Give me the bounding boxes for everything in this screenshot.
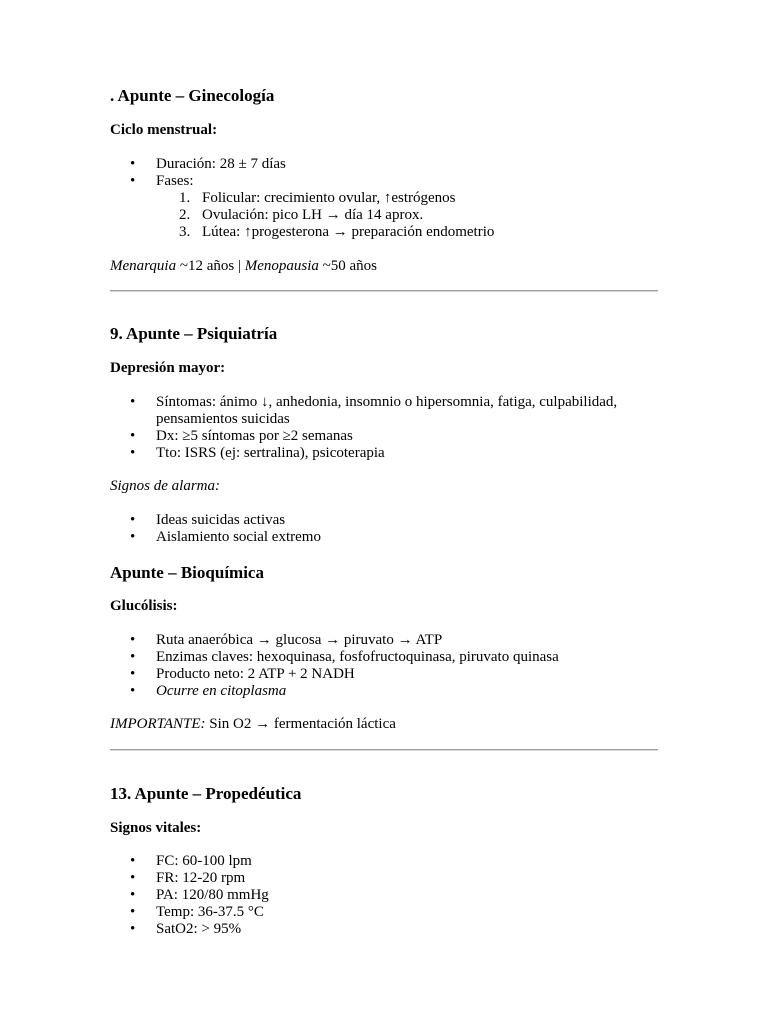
important-label: IMPORTANTE: (110, 716, 206, 732)
list-signos-alarma (110, 512, 658, 546)
list-item: • Ruta anaeróbica → glucosa → piruvato → ATP (110, 632, 658, 649)
list-item: • Enzimas claves: hexoquinasa, fosfofructoquinasa, piruvato quinasa (110, 649, 658, 666)
subtitle-depresion-mayor: Depresión mayor: (110, 360, 226, 376)
list-item: • SatO2: > 95% (110, 921, 658, 938)
phase-item: 1. Folicular: crecimiento ovular, ↑estrógenos (179, 190, 456, 206)
list-depresion (110, 394, 658, 462)
note-text: ~50 años (318, 258, 378, 274)
alarm-label-text: Signos de alarma: (110, 478, 220, 494)
list-item-label: Fases: (156, 173, 194, 189)
subtitle-glucolisis: Glucólisis: (110, 598, 178, 614)
list-item: • Aislamiento social extremo (110, 529, 658, 546)
important-text: Sin O2 → fermentación láctica (205, 716, 396, 732)
phase-item: 2. Ovulación: pico LH → día 14 aprox. (179, 207, 424, 223)
subtitle-ciclo-menstrual: Ciclo menstrual: (110, 122, 218, 138)
list-ciclo-menstrual (110, 156, 658, 241)
list-item: • Tto: ISRS (ej: sertralina), psicoterapia (110, 445, 658, 462)
subtitle-signos-vitales: Signos vitales: (110, 820, 202, 836)
alarm-label (110, 478, 220, 495)
list-item: • Duración: 28 ± 7 días (110, 156, 658, 173)
phase-text: Ovulación: pico LH → día 14 aprox. (202, 207, 424, 223)
list-phases (156, 190, 704, 241)
list-signos-vitales (110, 853, 658, 938)
section-title-propedeutica: 13. Apunte – Propedéutica (110, 784, 302, 803)
horizontal-rule (110, 290, 658, 292)
list-item (110, 683, 658, 700)
note-menarquia-menopausia (110, 258, 377, 275)
list-item: • FC: 60-100 lpm (110, 853, 658, 870)
list-item: • Dx: ≥5 síntomas por ≥2 semanas (110, 428, 658, 445)
list-item-italic: Ocurre en citoplasma (156, 683, 287, 699)
phase-text: Lútea: ↑progesterona → preparación endometrio (202, 224, 495, 240)
list-item: • Temp: 36-37.5 °C (110, 904, 658, 921)
important-note (110, 716, 396, 733)
list-item: • Síntomas: ánimo ↓, anhedonia, insomnio o hipersomnia, fatiga, culpabilidad, pensamientos suicidas (110, 394, 658, 428)
phase-text: Folicular: crecimiento ovular, ↑estrógenos (202, 190, 456, 206)
section-title-ginecologia: . Apunte – Ginecología (110, 86, 275, 105)
term-menopausia: Menopausia (244, 258, 319, 274)
list-item: • Producto neto: 2 ATP + 2 NADH (110, 666, 658, 683)
list-item: • PA: 120/80 mmHg (110, 887, 658, 904)
section-title-bioquimica: Apunte – Bioquímica (110, 563, 264, 582)
section-title-psiquiatria: 9. Apunte – Psiquiatría (110, 324, 278, 343)
term-menarquia: Menarquia (110, 258, 177, 274)
phase-item: 3. Lútea: ↑progesterona → preparación endometrio (179, 224, 495, 240)
horizontal-rule (110, 749, 658, 751)
list-glucolisis (110, 632, 658, 700)
list-item: • Ideas suicidas activas (110, 512, 658, 529)
list-item (110, 173, 658, 241)
list-item: • FR: 12-20 rpm (110, 870, 658, 887)
note-text: ~12 años | (176, 258, 245, 274)
